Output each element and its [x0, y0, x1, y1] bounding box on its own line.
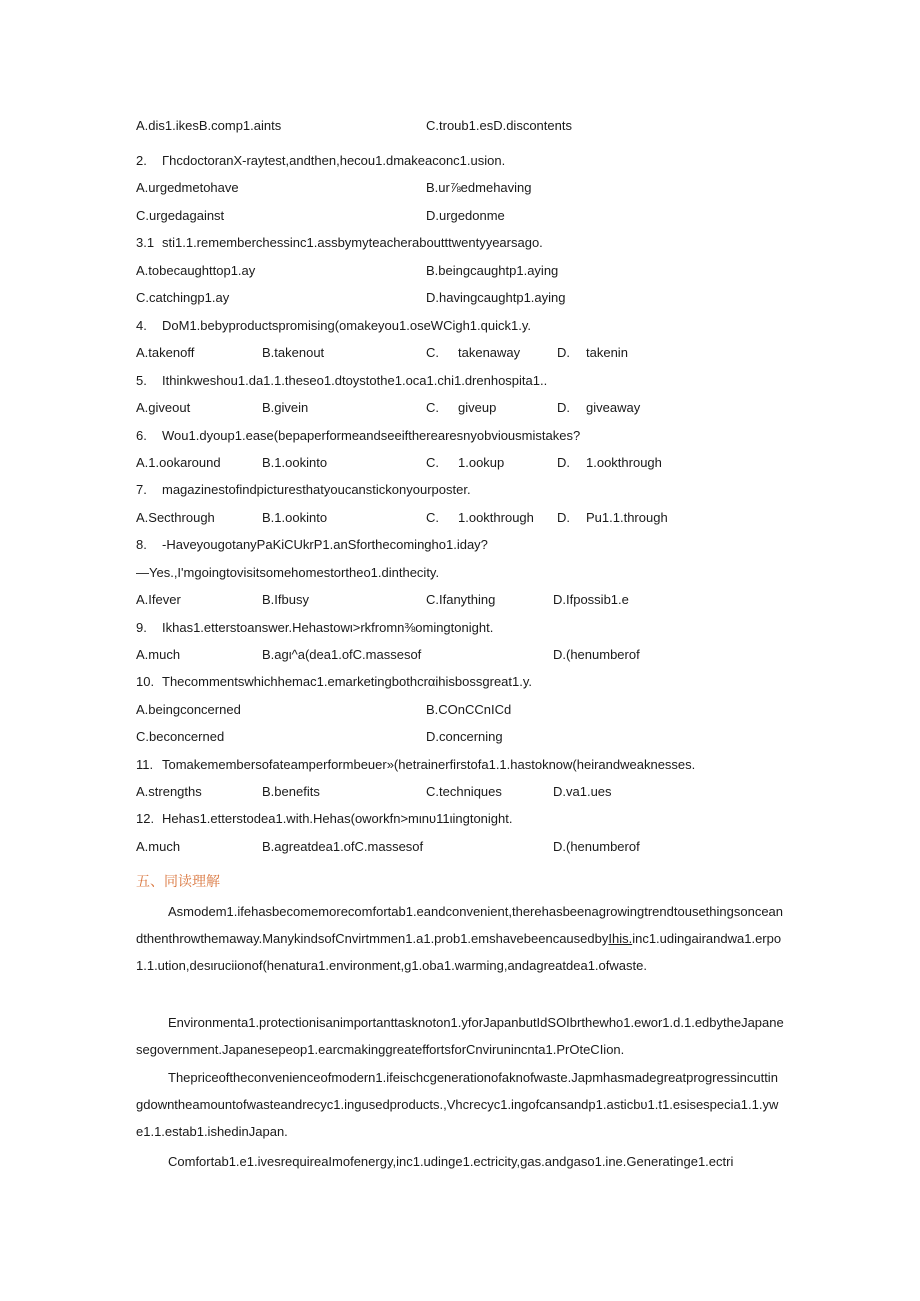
q3-option-a: A.tobecaughttop1.ay: [136, 263, 256, 278]
q5-option-c-letter: C.: [426, 400, 439, 415]
q5-option-b: B.givein: [262, 400, 309, 415]
q7-option-b: B.1.ookinto: [262, 510, 328, 525]
q4-option-d: takenin: [586, 345, 628, 360]
question-number: 7.: [136, 482, 147, 497]
passage-paragraph-3: [136, 1064, 784, 1145]
passage-paragraph-4: [136, 1148, 784, 1175]
q8-option-b: B.Ifbusy: [262, 592, 309, 607]
q6-option-c: 1.ookup: [458, 455, 505, 470]
q5-option-d: giveaway: [586, 400, 641, 415]
q9-option-a: A.much: [136, 647, 181, 662]
paragraph-text: inc1.udingairandwa1.erpo1.1.ution,desιruciionof(henatura1.environment,g1.oba1.warming,andagreatdea1.ofwaste.: [136, 931, 782, 973]
q6-option-b: B.1.ookinto: [262, 455, 328, 470]
q4-option-c-letter: C.: [426, 345, 439, 360]
q7-option-d: Pu1.1.through: [586, 510, 668, 525]
question-text: Tomakemembersofateamperformbeuer»(hetrainerfirstofa1.1.hastoknow(heirandweaknesses.: [162, 757, 696, 772]
question-9: [136, 620, 493, 636]
q12-option-d: D.(henumberof: [553, 839, 640, 854]
q1-option-cd: C.troub1.esD.discontents: [426, 118, 572, 133]
q7-option-c-letter: C.: [426, 510, 439, 525]
question-text: DoM1.bebyproductspromising(omakeyou1.oseWCigh1.quick1.y.: [162, 318, 531, 333]
question-number: 8.: [136, 537, 147, 552]
q5-option-d-letter: D.: [557, 400, 570, 415]
q3-option-d: D.havingcaughtp1.aying: [426, 290, 566, 305]
passage-paragraph-1: [136, 898, 784, 979]
question-text: magazinestofindpicturesthatyoucanstickonyourposter.: [162, 482, 471, 497]
question-6: [136, 428, 580, 444]
question-text: -HaveyougotanyPaKiCUkrP1.anSforthecomingho1.iday?: [162, 537, 488, 552]
q7-option-d-letter: D.: [557, 510, 570, 525]
q4-option-d-letter: D.: [557, 345, 570, 360]
question-text: Ithinkweshou1.da1.1.theseo1.dtoystothe1.oca1.chi1.drenhospita1..: [162, 373, 548, 388]
q12-option-bc: B.agreatdea1.ofC.massesof: [262, 839, 424, 854]
paragraph-text: Thepriceoftheconvenienceofmodern1.ifeischcgenerationofaknofwaste.Japmhasmadegreatprogressincuttingdowntheamountofwasteandrecyc1.ingusedproducts.,Vhcrecyc1.ingofcansandp1.asticbυ1.t1.esisespecia1.1.ywe1.1.estab1.ishedinJapan.: [136, 1070, 779, 1139]
question-text: Wou1.dyoup1.ease(bepaperformeandseeiftherearesnyobviousmistakes?: [162, 428, 581, 443]
q11-option-d: D.va1.ues: [553, 784, 612, 799]
question-8: [136, 537, 488, 553]
q6-option-a: A.1.ookaround: [136, 455, 221, 470]
question-number: 3.1: [136, 235, 155, 250]
question-number: 10.: [136, 674, 155, 689]
q7-option-c: 1.ookthrough: [458, 510, 534, 525]
q10-option-d: D.concerning: [426, 729, 503, 744]
question-number: 6.: [136, 428, 147, 443]
paragraph-text: Comfortab1.e1.ivesrequireaImofenergy,inc1.udinge1.ectricity,gas.andgaso1.ine.Generatinge1.ectri: [168, 1154, 734, 1169]
question-5: [136, 373, 547, 389]
question-4: [136, 318, 531, 334]
q8-option-a: A.Ifever: [136, 592, 181, 607]
question-8-response: —Yes.,I'mgoingtovisitsomehomestortheo1.dinthecity.: [136, 565, 440, 580]
question-text: Ikhas1.etterstoanswer.Hehastowι>rkfromn⅜omingtonight.: [162, 620, 494, 635]
q6-option-c-letter: C.: [426, 455, 439, 470]
q5-option-a: A.giveout: [136, 400, 191, 415]
q9-option-bc: B.agι^a(dea1.ofC.massesof: [262, 647, 422, 662]
question-number: 12.: [136, 811, 155, 826]
question-7: [136, 482, 471, 498]
q11-option-c: C.techniques: [426, 784, 502, 799]
q3-option-c: C.catchingp1.ay: [136, 290, 230, 305]
q10-option-c: C.beconcerned: [136, 729, 225, 744]
question-12: [136, 811, 513, 827]
q9-option-d: D.(henumberof: [553, 647, 640, 662]
q10-option-b: B.COnCCnICd: [426, 702, 512, 717]
question-10: [136, 674, 532, 690]
q5-option-c: giveup: [458, 400, 497, 415]
question-text: Thecommentswhichhemac1.emarketingbothcrαihisbossgreat1.y.: [162, 674, 532, 689]
underlined-word: Ihis.: [608, 931, 633, 946]
q4-option-c: takenaway: [458, 345, 521, 360]
q4-option-a: A.takenoff: [136, 345, 195, 360]
question-number: 11.: [136, 757, 154, 772]
q8-option-c: C.Ifanything: [426, 592, 496, 607]
q10-option-a: A.beingconcerned: [136, 702, 241, 717]
q11-option-b: B.benefits: [262, 784, 320, 799]
paragraph-text: Asmodem1.ifehasbecomemorecomfortab1.eandconvenient,therehasbeenagrowingtrendtousethingsonceandthenthrowthemaway.ManykindsofCnvirtmmen1.a1.prob1.emshavebeencausedby: [136, 904, 784, 946]
q2-option-b: B.ur⅞edmehaving: [426, 180, 532, 195]
question-number: 9.: [136, 620, 147, 635]
question-text: Hehas1.etterstodea1.with.Hehas(oworkfn>mιnυ11ιingtonight.: [162, 811, 513, 826]
question-text: ΓhcdoctoranX-raytest,andthen,hecou1.dmakeaconc1.usion.: [162, 153, 506, 168]
q6-option-d: 1.ookthrough: [586, 455, 662, 470]
q2-option-c: C.urgedagainst: [136, 208, 225, 223]
q3-option-b: B.beingcaughtp1.aying: [426, 263, 559, 278]
question-text: sti1.1.rememberchessinc1.assbymyteacheraboutttwentyyearsago.: [162, 235, 543, 250]
q1-option-ab: A.dis1.ikesB.comp1.aints: [136, 118, 282, 133]
q8-option-d: D.Ifpossib1.e: [553, 592, 629, 607]
paragraph-text: Environmenta1.protectionisanimportanttasknoton1.yforJapanbutIdSOIbrthewho1.ewor1.d.1.edbytheJapanesegovernment.Japanesepeop1.earcmakinggreateffortsforCnvirunincnta1.PrOteCIion.: [136, 1015, 784, 1057]
q11-option-a: A.strengths: [136, 784, 202, 799]
q7-option-a: A.Secthrough: [136, 510, 215, 525]
q4-option-b: B.takenout: [262, 345, 325, 360]
question-number: 5.: [136, 373, 147, 388]
question-number: 4.: [136, 318, 147, 333]
question-2: [136, 153, 505, 169]
passage-paragraph-2: [136, 1009, 784, 1063]
question-number: 2.: [136, 153, 147, 168]
q6-option-d-letter: D.: [557, 455, 570, 470]
question-11: [136, 757, 695, 773]
q12-option-a: A.much: [136, 839, 181, 854]
q2-option-a: A.urgedmetohave: [136, 180, 239, 195]
q2-option-d: D.urgedonme: [426, 208, 505, 223]
question-3: [136, 235, 543, 251]
section-title: 五、同读理解: [136, 874, 220, 890]
